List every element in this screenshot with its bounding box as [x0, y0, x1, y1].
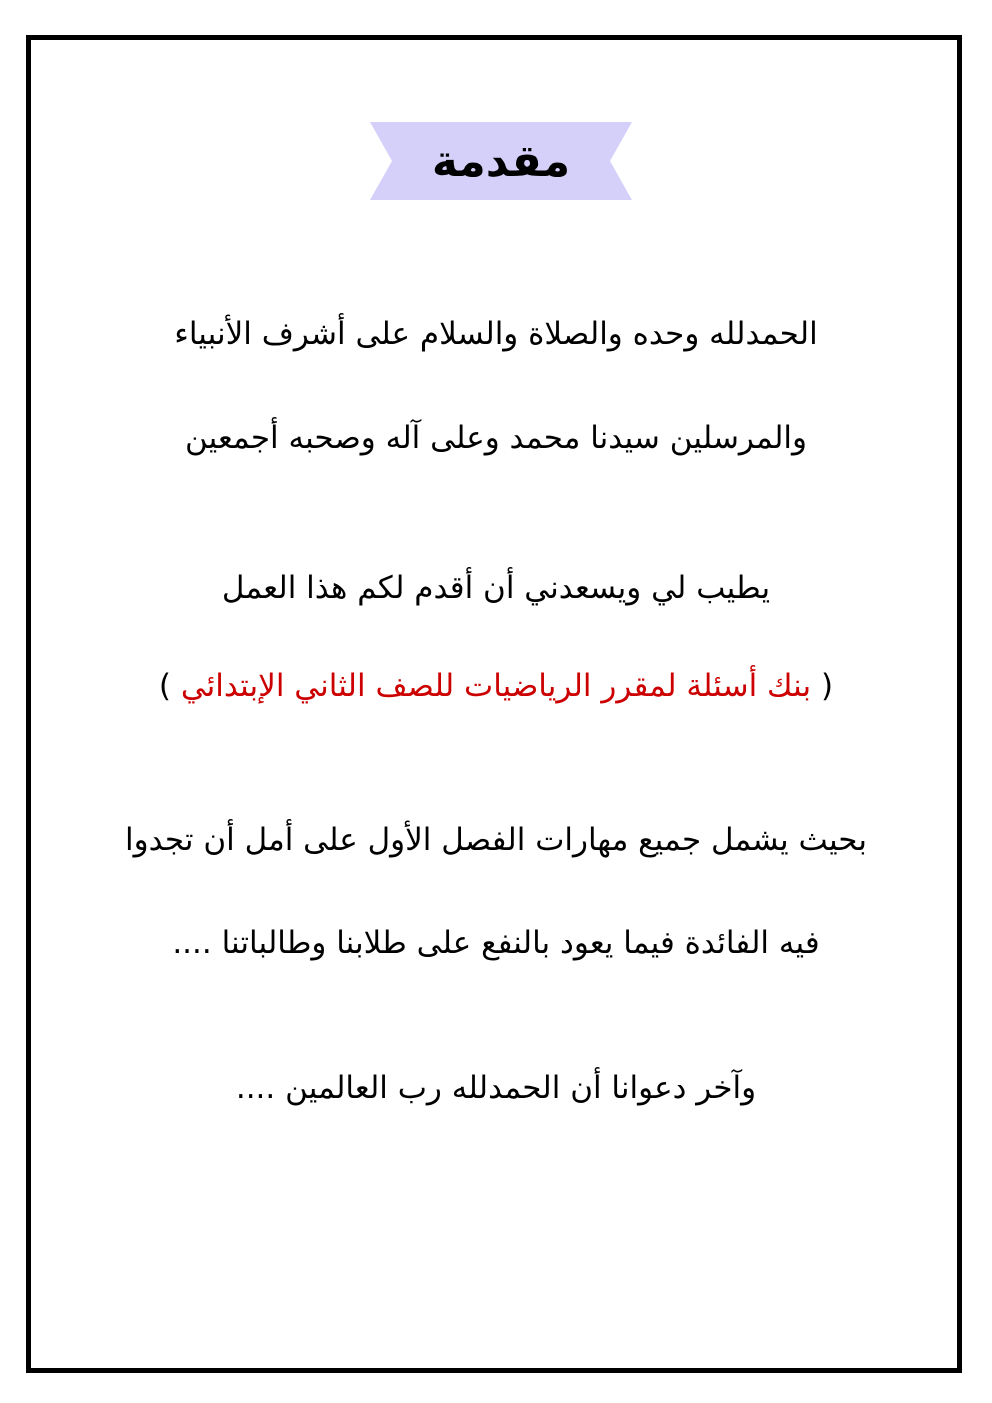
intro-line-1: الحمدلله وحده والصلاة والسلام على أشرف الأنبياء: [174, 316, 818, 352]
page-border: [26, 35, 962, 1373]
title-banner: [370, 122, 632, 200]
intro-line-3: يطيب لي ويسعدني أن أقدم لكم هذا العمل: [221, 570, 771, 606]
close-parenthesis: ): [158, 668, 171, 704]
intro-line-6: فيه الفائدة فيما يعود بالنفع على طلابنا وطالباتنا ....: [172, 925, 820, 961]
closing-line: وآخر دعوانا أن الحمدلله رب العالمين ....: [235, 1070, 757, 1106]
question-bank-title: بنك أسئلة لمقرر الرياضيات للصف الثاني الإبتدائي: [180, 668, 812, 704]
page-title: مقدمة: [431, 135, 571, 187]
highlight-line: [0, 668, 992, 704]
intro-line-2: والمرسلين سيدنا محمد وعلى آله وصحبه أجمعين: [185, 420, 807, 456]
intro-line-5: بحيث يشمل جميع مهارات الفصل الأول على أمل أن تجدوا: [125, 822, 867, 858]
open-parenthesis: (: [821, 668, 834, 704]
